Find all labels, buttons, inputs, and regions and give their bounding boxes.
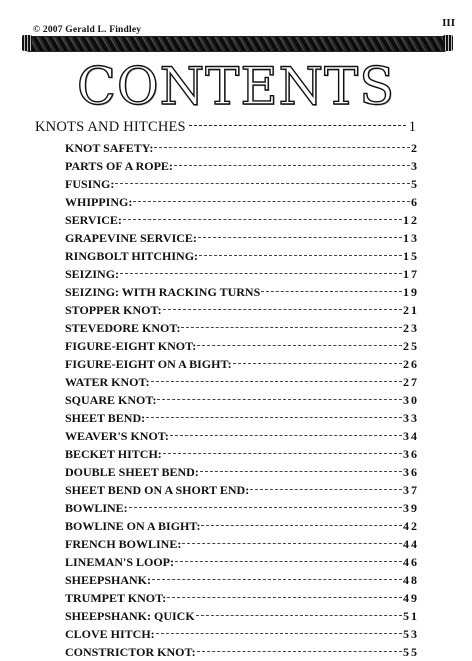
dot-leader <box>157 399 402 400</box>
toc-entry-page: 36 <box>403 447 419 461</box>
toc-entry-page: 37 <box>403 483 419 497</box>
toc-entry-label: BOWLINE: <box>65 501 128 515</box>
dot-leader <box>182 543 402 544</box>
toc-entry <box>65 355 417 373</box>
toc-entry <box>65 445 417 463</box>
dot-leader <box>174 165 410 166</box>
toc-entry-label: SHEEPSHANK: QUICK <box>65 609 195 623</box>
toc-entry-page: 5 <box>411 177 419 191</box>
toc-entry-label: SEIZING: <box>65 267 120 281</box>
toc-entry <box>65 301 417 319</box>
dot-leader <box>261 291 402 292</box>
toc-entry <box>65 571 417 589</box>
dot-leader <box>129 507 402 508</box>
dot-leader <box>120 273 402 274</box>
toc-entry <box>65 229 417 247</box>
chapter-label: KNOTS AND HITCHES <box>35 119 186 135</box>
toc-entry <box>65 391 417 409</box>
toc-entry <box>65 283 417 301</box>
toc-chapter-heading <box>35 119 416 136</box>
dot-leader <box>123 219 402 220</box>
toc-entry-page: 53 <box>403 627 419 641</box>
chapter-page: 1 <box>408 119 418 135</box>
dot-leader <box>154 147 410 148</box>
rope-whipping-right <box>443 35 453 51</box>
toc-entry-label: PARTS OF A ROPE: <box>65 159 173 173</box>
dot-leader <box>196 615 402 616</box>
toc-entry <box>65 319 417 337</box>
toc-entry-label: FRENCH BOWLINE: <box>65 537 182 551</box>
toc-entry <box>65 175 417 193</box>
toc-entry <box>65 517 417 535</box>
toc-entry <box>65 211 417 229</box>
rope-whipping-left <box>22 35 32 51</box>
toc-entry <box>65 463 417 481</box>
toc-entry <box>65 535 417 553</box>
toc-entry-page: 44 <box>403 537 419 551</box>
toc-entry <box>65 157 417 175</box>
toc-entry-page: 21 <box>403 303 419 317</box>
toc-entry-label: TRUMPET KNOT: <box>65 591 167 605</box>
toc-entry-page: 17 <box>403 267 419 281</box>
toc-entry <box>65 337 417 355</box>
toc-entry-page: 6 <box>411 195 419 209</box>
toc-entry-label: FIGURE-EIGHT KNOT: <box>65 339 197 353</box>
toc-entry-label: CLOVE HITCH: <box>65 627 155 641</box>
toc-entry-label: SHEEPSHANK: <box>65 573 152 587</box>
toc-entry-page: 12 <box>403 213 419 227</box>
toc-entry-label: CONSTRICTOR KNOT: <box>65 645 196 659</box>
dot-leader <box>250 489 402 490</box>
toc-entry <box>65 553 417 571</box>
dot-leader <box>170 435 402 436</box>
dot-leader <box>167 597 402 598</box>
toc-entry-page: 48 <box>403 573 419 587</box>
dot-leader <box>175 561 402 562</box>
toc-entry-page: 46 <box>403 555 419 569</box>
dot-leader <box>199 255 402 256</box>
dot-leader <box>163 453 402 454</box>
toc-entry-page: 30 <box>403 393 419 407</box>
toc-entry-page: 23 <box>403 321 419 335</box>
toc-entry-page: 49 <box>403 591 419 605</box>
dot-leader <box>156 633 402 634</box>
toc-entry-label: BOWLINE ON A BIGHT: <box>65 519 201 533</box>
toc-entry-page: 33 <box>403 411 419 425</box>
toc-entry-label: KNOT SAFETY: <box>65 141 154 155</box>
toc-entry-page: 2 <box>411 141 419 155</box>
dot-leader <box>152 579 402 580</box>
dot-leader <box>163 309 402 310</box>
toc-entry-label: FIGURE-EIGHT ON A BIGHT: <box>65 357 232 371</box>
toc-entry-label: SHEET BEND ON A SHORT END: <box>65 483 250 497</box>
toc-entry-page: 36 <box>403 465 419 479</box>
toc-entry <box>65 607 417 625</box>
dot-leader <box>151 381 402 382</box>
dot-leader <box>146 417 402 418</box>
dot-leader <box>133 201 410 202</box>
dot-leader <box>198 237 402 238</box>
dot-leader <box>201 525 402 526</box>
dot-leader <box>181 327 402 328</box>
toc-entry <box>65 427 417 445</box>
toc-entry-list <box>65 139 417 661</box>
toc-entry-label: WEAVER'S KNOT: <box>65 429 169 443</box>
rope-divider <box>26 36 447 52</box>
toc-entry <box>65 481 417 499</box>
toc-entry <box>65 247 417 265</box>
toc-entry <box>65 265 417 283</box>
toc-entry-label: FUSING: <box>65 177 115 191</box>
dot-leader <box>233 363 402 364</box>
toc-entry-page: 27 <box>403 375 419 389</box>
copyright-notice: © 2007 Gerald L. Findley <box>33 25 142 35</box>
toc-entry-label: SERVICE: <box>65 213 122 227</box>
toc-entry <box>65 409 417 427</box>
toc-entry <box>65 499 417 517</box>
toc-entry-label: GRAPEVINE SERVICE: <box>65 231 197 245</box>
toc-entry-label: SEIZING: WITH RACKING TURNS <box>65 285 261 299</box>
dot-leader <box>115 183 410 184</box>
dot-leader <box>197 345 402 346</box>
dot-leader <box>189 125 406 126</box>
toc-entry-label: SQUARE KNOT: <box>65 393 157 407</box>
toc-entry-label: SHEET BEND: <box>65 411 146 425</box>
toc-entry-page: 3 <box>411 159 419 173</box>
toc-entry-page: 42 <box>403 519 419 533</box>
toc-entry-label: WATER KNOT: <box>65 375 150 389</box>
toc-entry-page: 15 <box>403 249 419 263</box>
toc-entry <box>65 625 417 643</box>
toc-entry <box>65 193 417 211</box>
toc-entry-label: LINEMAN'S LOOP: <box>65 555 175 569</box>
toc-entry <box>65 373 417 391</box>
toc-entry-page: 34 <box>403 429 419 443</box>
toc-entry-label: RINGBOLT HITCHING: <box>65 249 199 263</box>
toc-entry-label: STOPPER KNOT: <box>65 303 162 317</box>
toc-entry-page: 19 <box>403 285 419 299</box>
toc-entry-page: 55 <box>403 645 419 659</box>
toc-entry <box>65 589 417 607</box>
toc-entry-page: 26 <box>403 357 419 371</box>
toc-entry-page: 13 <box>403 231 419 245</box>
toc-entry <box>65 139 417 157</box>
dot-leader <box>197 651 402 652</box>
toc-entry-label: WHIPPING: <box>65 195 133 209</box>
toc-entry-label: BECKET HITCH: <box>65 447 162 461</box>
toc-entry-page: 25 <box>403 339 419 353</box>
toc-entry-label: STEVEDORE KNOT: <box>65 321 181 335</box>
toc-entry-page: 39 <box>403 501 419 515</box>
dot-leader <box>200 471 402 472</box>
page-title: CONTENTS <box>76 58 396 117</box>
toc-entry-label: DOUBLE SHEET BEND: <box>65 465 199 479</box>
page-numeral: III <box>442 17 455 29</box>
toc-entry-page: 51 <box>403 609 419 623</box>
